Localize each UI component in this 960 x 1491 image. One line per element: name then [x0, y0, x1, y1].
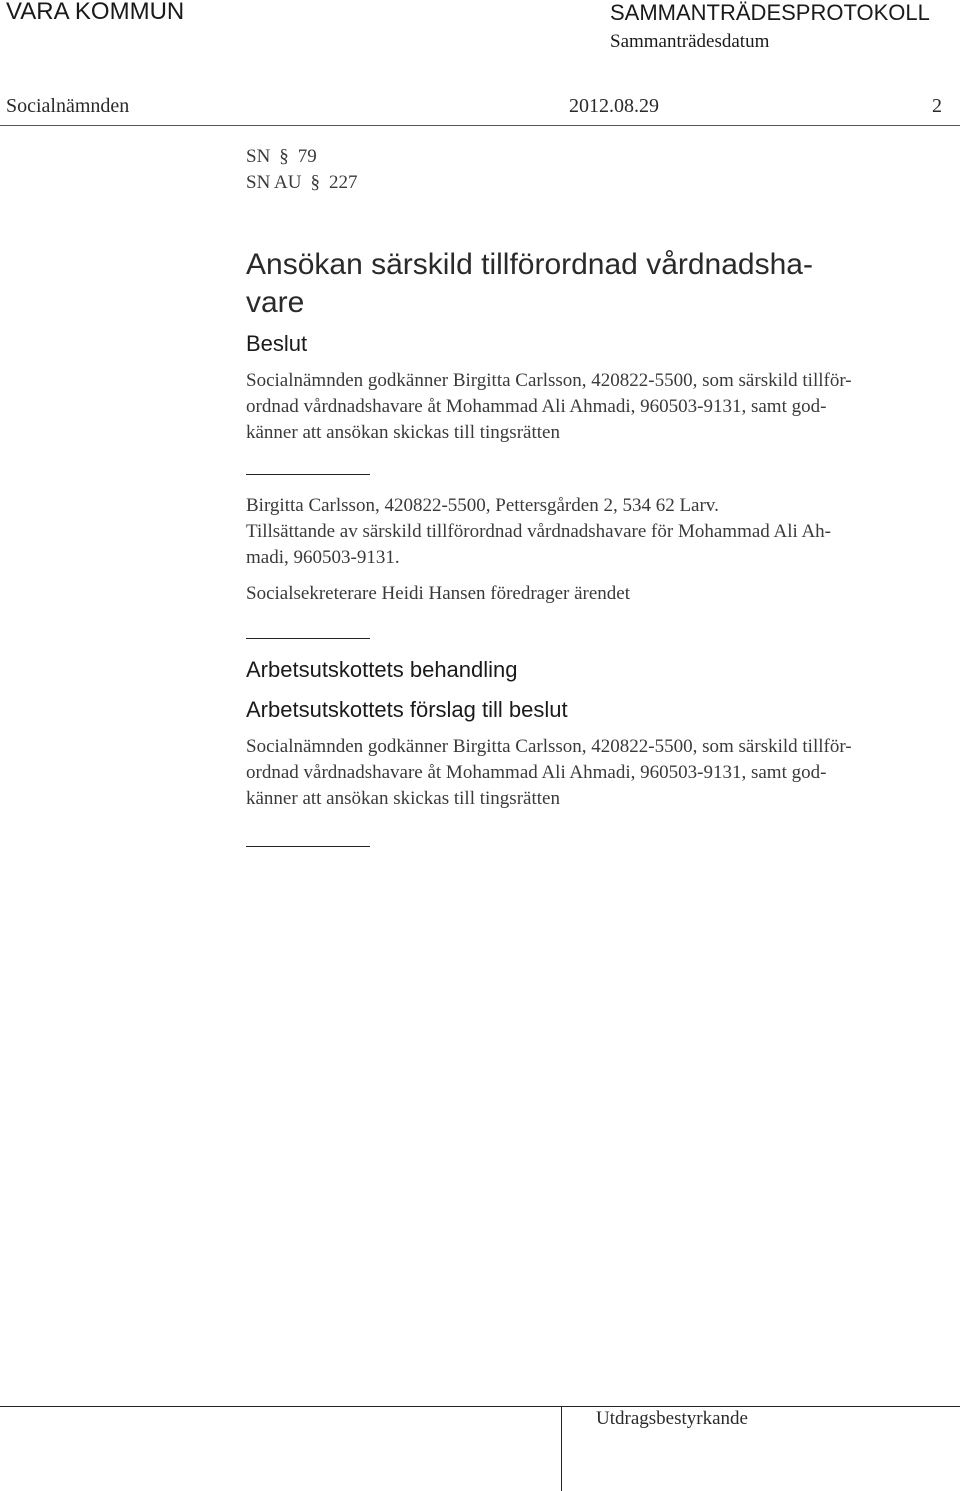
- page-title: [246, 246, 813, 322]
- page-title-line: vare: [246, 286, 305, 319]
- organization-name: VARA KOMMUN: [6, 0, 185, 25]
- text-line: Tillsättande av särskild tillförordnad vårdnadshavare för Mohammad Ali Ah-: [246, 521, 832, 542]
- snau-prefix: SN AU: [246, 172, 302, 193]
- page-number: 2: [932, 95, 942, 117]
- committee-proposal-text: [246, 734, 852, 812]
- sn-reference: [246, 146, 317, 168]
- section-rule: [246, 846, 370, 847]
- section-sign-icon: §: [279, 146, 289, 167]
- snau-number: 227: [328, 172, 358, 193]
- decision-heading: Beslut: [246, 331, 308, 356]
- committee-name: Socialnämnden: [6, 95, 130, 117]
- sn-prefix: SN: [246, 146, 271, 167]
- footer-vertical-divider: [561, 1406, 562, 1491]
- text-line: madi, 960503-9131.: [246, 547, 400, 568]
- text-line: ordnad vårdnadshavare åt Mohammad Ali Ahmadi, 960503-9131, samt god-: [246, 762, 827, 783]
- document-type: SAMMANTRÄDESPROTOKOLL: [610, 0, 930, 25]
- text-line: Socialnämnden godkänner Birgitta Carlsson, 420822-5500, som särskild tillför-: [246, 736, 852, 757]
- header-divider: [0, 125, 960, 126]
- text-line: Birgitta Carlsson, 420822-5500, Pettersgården 2, 534 62 Larv.: [246, 495, 719, 516]
- text-line: Socialsekreterare Heidi Hansen föredrager ärendet: [246, 583, 631, 604]
- text-line: känner att ansökan skickas till tingsrätten: [246, 788, 560, 809]
- section-rule: [246, 474, 370, 475]
- meeting-date: 2012.08.29: [569, 95, 659, 117]
- section-rule: [246, 638, 370, 639]
- footer-divider: [0, 1406, 960, 1407]
- sn-number: 79: [297, 146, 317, 167]
- snau-reference: [246, 172, 357, 194]
- text-line: ordnad vårdnadshavare åt Mohammad Ali Ahmadi, 960503-9131, samt god-: [246, 396, 827, 417]
- page-title-line: Ansökan särskild tillförordnad vårdnadsha-: [246, 248, 813, 281]
- committee-handling-heading: Arbetsutskottets behandling: [246, 657, 518, 682]
- text-line: Socialnämnden godkänner Birgitta Carlsson, 420822-5500, som särskild tillför-: [246, 370, 852, 391]
- certification-label: Utdragsbestyrkande: [596, 1408, 748, 1429]
- section-sign-icon: §: [310, 172, 320, 193]
- presenter-text: [246, 581, 630, 607]
- committee-proposal-heading: Arbetsutskottets förslag till beslut: [246, 697, 568, 722]
- background-text: [246, 493, 831, 571]
- text-line: känner att ansökan skickas till tingsrätten: [246, 422, 560, 443]
- meeting-date-label: Sammanträdesdatum: [610, 31, 770, 52]
- decision-text: [246, 368, 852, 446]
